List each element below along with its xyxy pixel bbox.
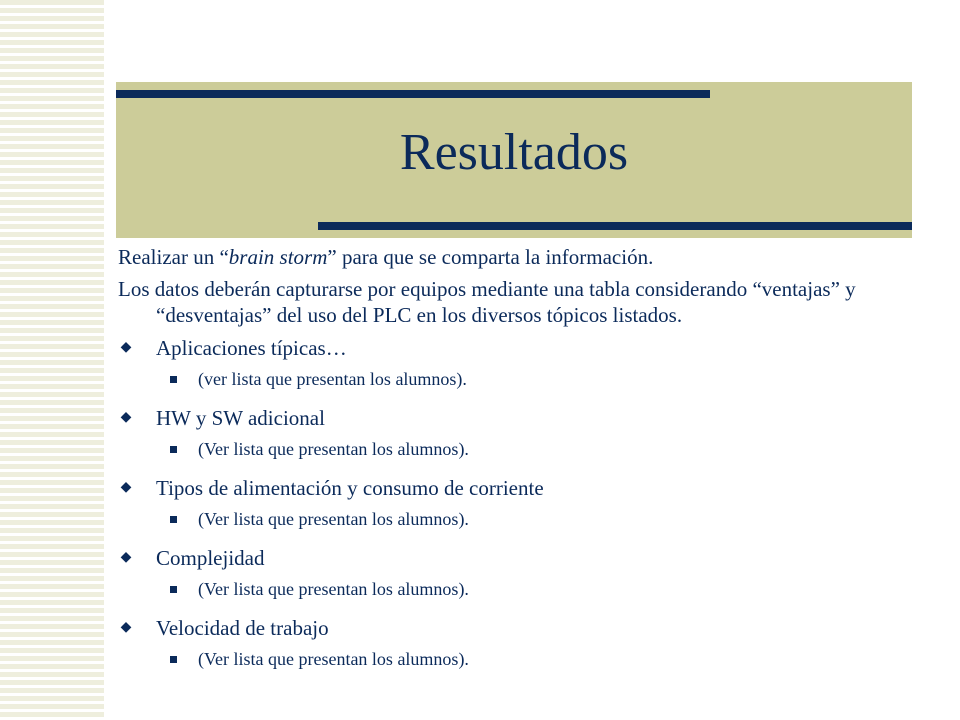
topic-label: Aplicaciones típicas… xyxy=(156,336,347,360)
title-accent-bar-top xyxy=(116,90,710,98)
topic-item xyxy=(118,614,918,642)
intro-prefix: Realizar un “ xyxy=(118,245,229,269)
topic-sub-text: (Ver lista que presentan los alumnos). xyxy=(198,439,469,459)
topic-label: Velocidad de trabajo xyxy=(156,616,329,640)
square-bullet-icon xyxy=(170,446,177,453)
intro-italic: brain storm xyxy=(228,245,328,269)
slide-title: Resultados xyxy=(399,124,629,181)
diamond-bullet-icon: ◆ xyxy=(120,410,132,425)
topic-label: HW y SW adicional xyxy=(156,406,325,430)
topic-sub-text: (Ver lista que presentan los alumnos). xyxy=(198,509,469,529)
topic-item xyxy=(118,404,918,432)
instructions-paragraph: Los datos deberán capturarse por equipos mediante una tabla considerando “ventajas” y “desventajas” del uso del PLC en los diversos tópicos listados. xyxy=(118,277,856,327)
square-bullet-icon xyxy=(170,516,177,523)
topic-sub-text: (ver lista que presentan los alumnos). xyxy=(198,369,467,389)
slide-content xyxy=(118,244,918,684)
square-bullet-icon xyxy=(170,586,177,593)
diamond-bullet-icon: ◆ xyxy=(120,620,132,635)
square-bullet-icon xyxy=(170,656,177,663)
topic-list xyxy=(118,334,918,672)
diamond-bullet-icon: ◆ xyxy=(120,550,132,565)
topic-item xyxy=(118,334,918,362)
topic-subitem xyxy=(118,646,918,672)
topic-label: Complejidad xyxy=(156,546,265,570)
topic-subitem xyxy=(118,436,918,462)
left-stripe-decoration xyxy=(0,0,104,720)
topic-label: Tipos de alimentación y consumo de corriente xyxy=(156,476,544,500)
topic-sub-text: (Ver lista que presentan los alumnos). xyxy=(198,579,469,599)
topic-subitem xyxy=(118,576,918,602)
diamond-bullet-icon: ◆ xyxy=(120,340,132,355)
topic-item xyxy=(118,474,918,502)
topic-subitem xyxy=(118,366,918,392)
topic-subitem xyxy=(118,506,918,532)
diamond-bullet-icon: ◆ xyxy=(120,480,132,495)
square-bullet-icon xyxy=(170,376,177,383)
intro-suffix: ” para que se comparta la información. xyxy=(327,245,654,269)
topic-item xyxy=(118,544,918,572)
title-accent-bar-bottom xyxy=(318,222,912,230)
topic-sub-text: (Ver lista que presentan los alumnos). xyxy=(198,649,469,669)
intro-paragraph xyxy=(118,244,918,270)
